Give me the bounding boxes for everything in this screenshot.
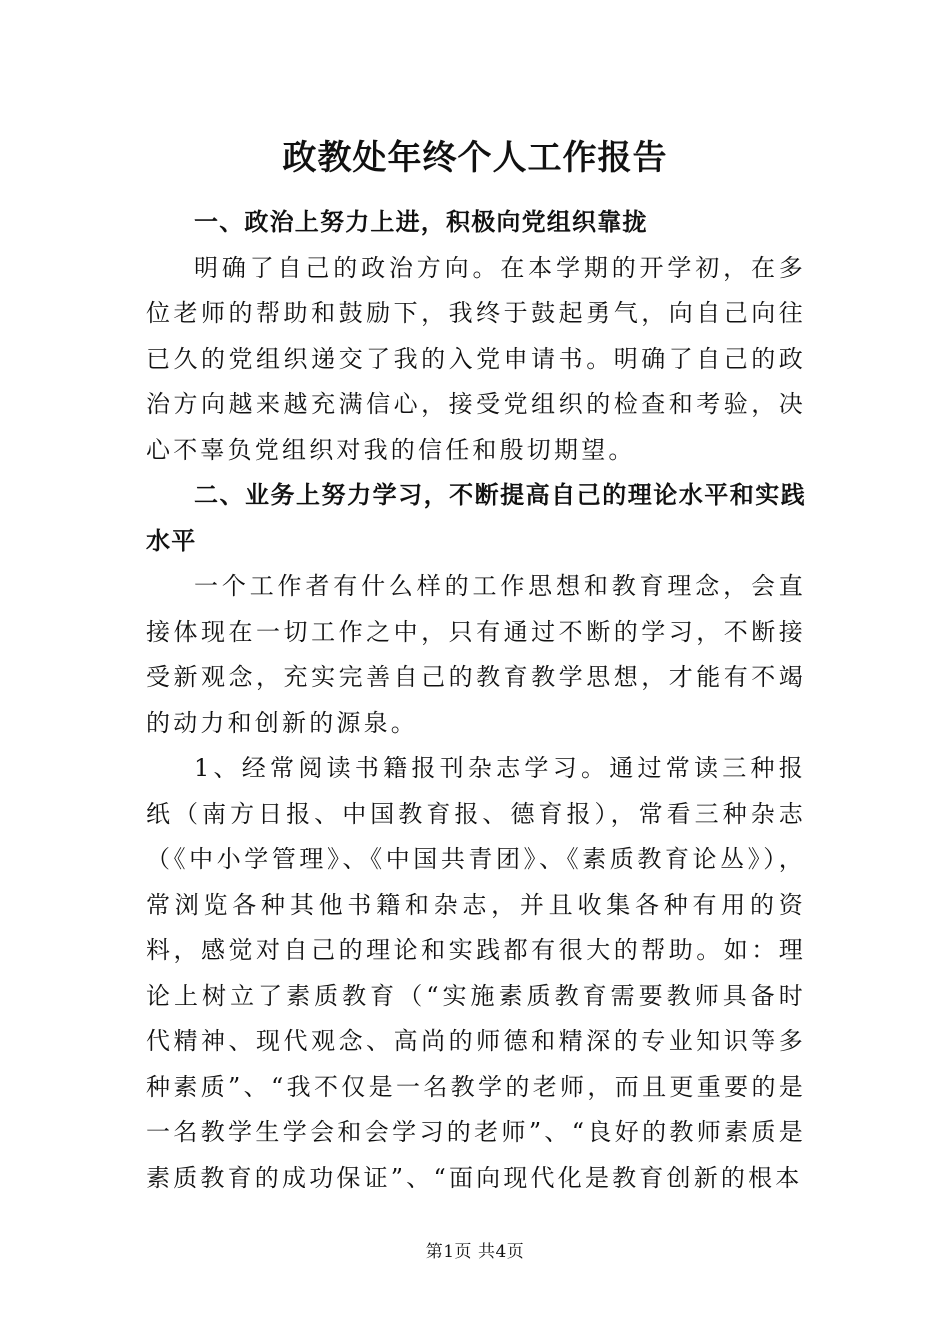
section-heading: 二、业务上努力学习，不断提高自己的理论水平和实践水平 bbox=[146, 481, 806, 555]
section-heading: 一、政治上努力上进，积极向党组织靠拢 bbox=[194, 208, 648, 236]
body-paragraph: 一个工作者有什么样的工作思想和教育理念，会直接体现在一切工作之中，只有通过不断的学习，不断接受新观念，充实完善自己的教育教学思想，才能有不竭的动力和创新的源泉。 bbox=[146, 572, 806, 737]
body-paragraph: 1、经常阅读书籍报刊杂志学习。通过常读三种报纸（南方日报、中国教育报、德育报），常看三种杂志（《中小学管理》、《中国共青团》、《素质教育论丛》），常浏览各种其他书籍和杂志，并且收集各种有用的资料，感觉对自己的理论和实践都有很大的帮助。如：理论上树立了素质教育（“实施素质教育需要教师具备时代精神、现代观念、高尚的师德和精深的专业知识等多种素质”、“我不仅是一名教学的老师，而且更重要的是一名教学生学会和会学习的老师”、“良好的教师素质是素质教育的成功保证”、“面向现代化是教育创新的根本 bbox=[146, 754, 806, 1192]
page-footer: 第1页 共4页 bbox=[425, 1242, 525, 1262]
document-body bbox=[146, 200, 806, 1201]
body-paragraph: 明确了自己的政治方向。在本学期的开学初，在多位老师的帮助和鼓励下，我终于鼓起勇气，向自己向往已久的党组织递交了我的入党申请书。明确了自己的政治方向越来越充满信心，接受党组织的检查和考验，决心不辜负党组织对我的信任和殷切期望。 bbox=[146, 253, 806, 464]
document-title: 政教处年终个人工作报告 bbox=[282, 138, 668, 178]
